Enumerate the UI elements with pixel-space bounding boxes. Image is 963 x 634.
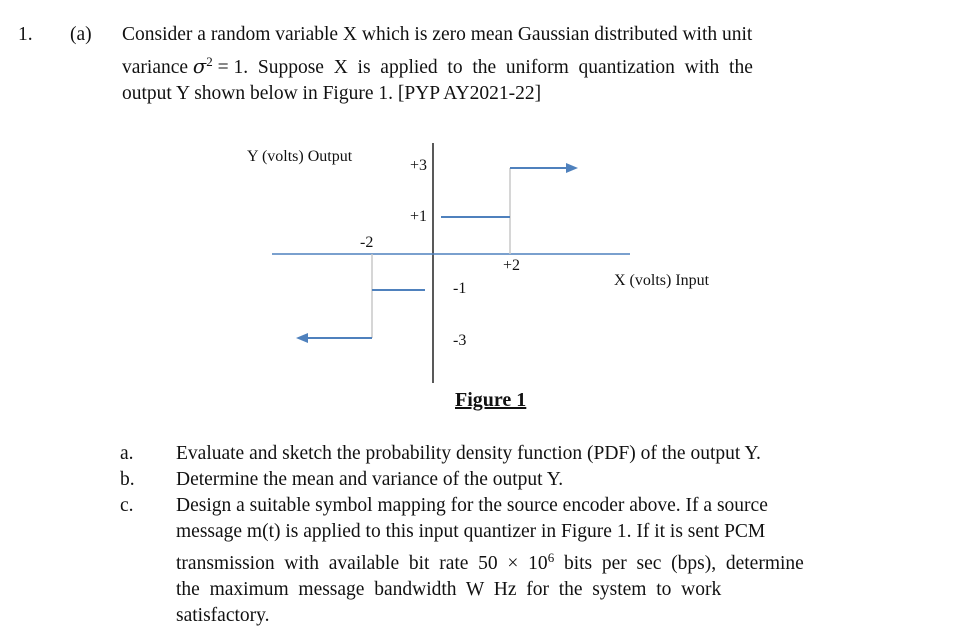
sub-question-line: the maximum message bandwidth W Hz for the system to work xyxy=(176,579,722,600)
x-tick-plus2: +2 xyxy=(503,257,521,274)
question-line-1: Consider a random variable X which is zero mean Gaussian distributed with unit xyxy=(122,24,753,45)
question-line-3: output Y shown below in Figure 1. [PYP AY2021-22] xyxy=(122,83,542,104)
sub-question-label: c. xyxy=(120,495,134,516)
question-line-2-rest: = 1. Suppose X is applied to the uniform quantization with the xyxy=(217,56,753,78)
left-arrowhead xyxy=(296,333,308,343)
bitrate-text: transmission with available bit rate 50 × 10 xyxy=(176,553,548,574)
sub-question-label: a. xyxy=(120,443,134,464)
right-arrowhead xyxy=(566,163,578,173)
question-number: 1. xyxy=(18,24,33,45)
sigma-exponent: 2 xyxy=(206,53,213,69)
sigma-symbol: σ xyxy=(192,54,207,78)
sub-question-line: satisfactory. xyxy=(176,605,270,626)
figure-caption: Figure 1 xyxy=(455,389,527,411)
sub-question-a xyxy=(120,441,868,467)
sub-question-line: message m(t) is applied to this input quantizer in Figure 1. If it is sent PCM xyxy=(176,521,766,542)
y-axis-label: Y (volts) Output xyxy=(247,148,353,165)
y-tick-plus3: +3 xyxy=(410,157,428,174)
x-axis-label: X (volts) Input xyxy=(614,272,710,289)
y-tick-minus3: -3 xyxy=(453,332,467,349)
sub-question-b xyxy=(120,467,868,493)
sub-question-line-bitrate xyxy=(176,545,868,577)
sub-questions xyxy=(120,441,868,629)
sub-question-label: b. xyxy=(120,469,135,490)
y-tick-minus1: -1 xyxy=(453,280,467,297)
bitrate-exponent: 6 xyxy=(547,550,555,565)
variance-word: variance xyxy=(122,56,189,78)
sub-question-c xyxy=(120,493,868,629)
bitrate-text-rest: bits per sec (bps), determine xyxy=(563,553,804,574)
question-part: (a) xyxy=(70,24,92,45)
sub-question-line: Evaluate and sketch the probability density function (PDF) of the output Y. xyxy=(176,443,761,464)
sub-question-line: Design a suitable symbol mapping for the source encoder above. If a source xyxy=(176,495,768,516)
y-tick-plus1: +1 xyxy=(410,208,428,225)
sub-question-line: Determine the mean and variance of the output Y. xyxy=(176,469,564,490)
x-tick-minus2: -2 xyxy=(360,234,374,251)
